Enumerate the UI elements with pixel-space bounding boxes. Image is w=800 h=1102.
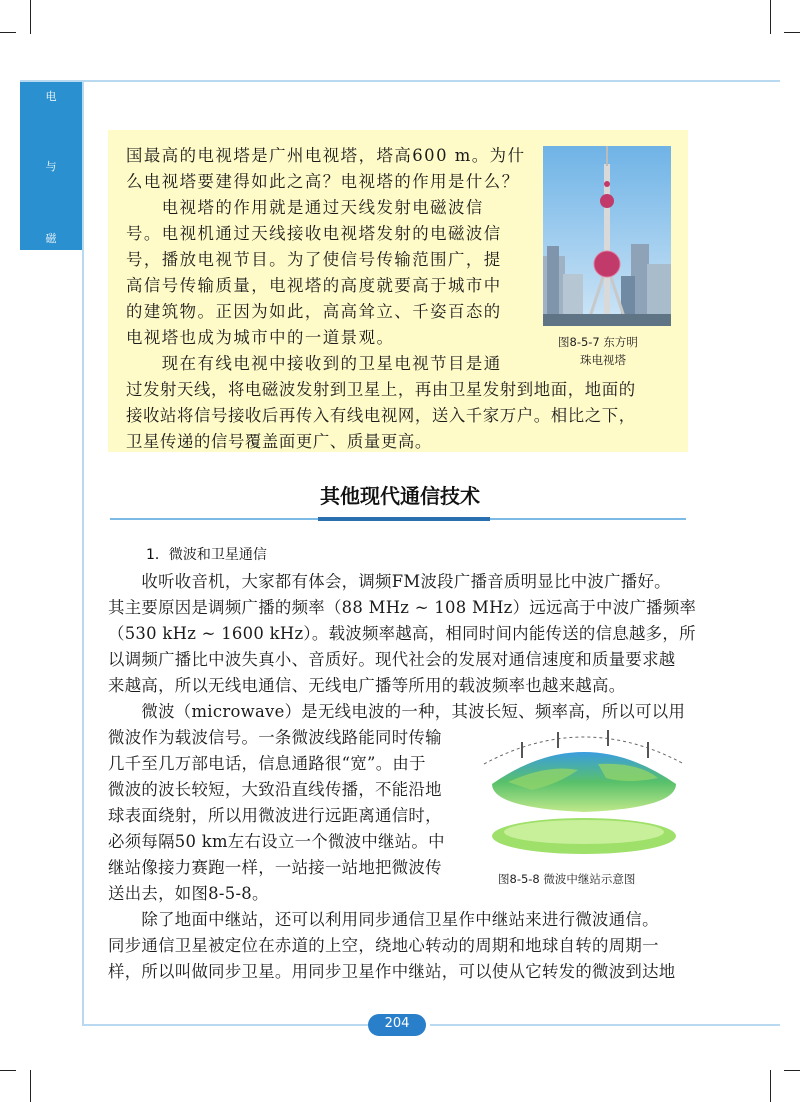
body-line: 同步通信卫星被定位在赤道的上空，绕地心转动的周期和地球自转的周期一	[108, 936, 659, 955]
crop-mark	[784, 1070, 800, 1071]
body-line: 微波（microwave）是无线电波的一种，其波长短、频率高，所以可以用	[108, 702, 686, 721]
frame-bottom-line	[430, 1024, 780, 1026]
microwave-relay-diagram	[478, 724, 690, 864]
crop-mark	[784, 32, 800, 33]
frame-left-line	[82, 82, 84, 1024]
reading-line: 卫星传递的信号覆盖面更广、质量更高。	[126, 432, 432, 451]
side-tab-char: 磁	[45, 232, 57, 245]
reading-line: 的建筑物。正因为如此，高高耸立、千姿百态的	[126, 302, 502, 321]
reading-line: 号，播放电视节目。为了使信号传输范围广，提	[126, 250, 502, 269]
body-line: 送出去，如图8-5-8。	[108, 884, 269, 903]
figure-caption: 图8-5-8 微波中继站示意图	[498, 872, 636, 886]
subsection-heading: 1．微波和卫星通信	[146, 547, 267, 563]
frame-bottom-line	[82, 1024, 372, 1026]
section-rule-accent	[318, 517, 490, 521]
side-tab-char: 与	[45, 160, 57, 173]
crop-mark	[30, 0, 31, 34]
body-line: （530 kHz ~ 1600 kHz）。载波频率越高，相同时间内能传送的信息越多，所	[108, 624, 696, 643]
reading-line: 现在有线电视中接收到的卫星电视节目是通	[126, 354, 502, 373]
figure-caption: 珠电视塔	[580, 353, 626, 367]
side-tab-char: 电	[45, 90, 57, 103]
body-line: 来越高，所以无线电通信、无线电广播等所用的载波频率也越来越高。	[108, 676, 626, 695]
body-line: 微波作为载波信号。一条微波线路能同时传输	[108, 728, 442, 747]
crop-mark	[770, 0, 771, 34]
crop-mark	[0, 32, 16, 33]
reading-line: 号。电视机通过天线接收电视塔发射的电磁波信	[126, 224, 502, 243]
figure-caption: 图8-5-7 东方明	[558, 335, 638, 349]
crop-mark	[30, 1070, 31, 1102]
chapter-side-tab	[20, 82, 82, 250]
body-line: 收听收音机，大家都有体会，调频FM波段广播音质明显比中波广播好。	[108, 572, 671, 591]
reading-line: 接收站将信号接收后再传入有线电视网，送入千家万户。相比之下，	[126, 406, 636, 425]
crop-mark	[0, 1070, 16, 1071]
reading-line: 高信号传输质量，电视塔的高度就要高于城市中	[126, 276, 502, 295]
section-title: 其他现代通信技术	[320, 484, 480, 508]
body-line: 球表面绕射，所以用微波进行远距离通信时，	[108, 806, 442, 825]
body-line: 几千至几万部电话，信息通路很“宽”。由于	[108, 754, 426, 773]
frame-top-line	[20, 80, 780, 82]
crop-mark	[770, 1070, 771, 1102]
body-line: 微波的波长较短，大致沿直线传播，不能沿地	[108, 780, 442, 799]
oriental-pearl-tower-photo	[543, 146, 671, 326]
reading-line: 国最高的电视塔是广州电视塔，塔高600 m。为什	[126, 146, 526, 165]
reading-line: 电视塔的作用就是通过天线发射电磁波信	[126, 198, 484, 217]
body-line: 样，所以叫做同步卫星。用同步卫星作中继站，可以使从它转发的微波到达地	[108, 962, 676, 981]
body-line: 继站像接力赛跑一样，一站接一站地把微波传	[108, 858, 442, 877]
body-line: 除了地面中继站，还可以利用同步通信卫星作中继站来进行微波通信。	[108, 910, 659, 929]
page-number: 204	[384, 1016, 410, 1031]
body-line: 以调频广播比中波失真小、音质好。现代社会的发展对通信速度和质量要求越	[108, 650, 676, 669]
reading-line: 么电视塔要建得如此之高？电视塔的作用是什么？	[126, 172, 520, 191]
reading-line: 电视塔也成为城市中的一道景观。	[126, 328, 395, 347]
reading-line: 过发射天线，将电磁波发射到卫星上，再由卫星发射到地面，地面的	[126, 380, 636, 399]
body-line: 必须每隔50 km左右设立一个微波中继站。中	[108, 832, 445, 851]
body-line: 其主要原因是调频广播的频率（88 MHz ~ 108 MHz）远远高于中波广播频率	[108, 598, 697, 617]
